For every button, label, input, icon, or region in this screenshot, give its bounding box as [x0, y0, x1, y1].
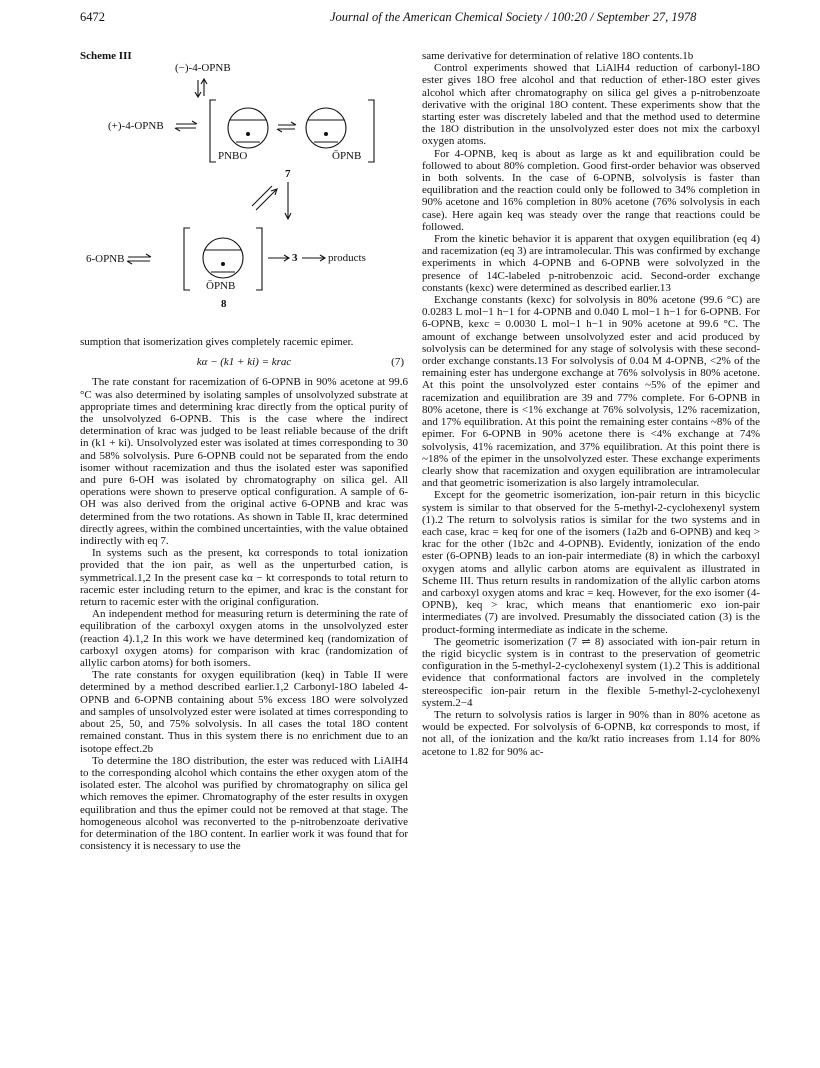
paragraph: To determine the 18O distribution, the ester was reduced with LiAlH4 to the corresponding alcohol which contains the ether oxygen atom of the isolated ester. The alcohol was purified by chromatography on silica gel which removes the epimer. Chromatography of the ester results in oxygen equilibration and thus the epimer could not be removed at that stage. The homogeneous alcohol was reconverted to the p-nitrobenzoate derivative for determination of the 18O content. In earlier work it was found that for consistency it is necessary to use the: [80, 754, 408, 853]
scheme-title: Scheme III: [80, 50, 132, 62]
paragraph: The geometric isomerization (7 ⇌ 8) associated with ion-pair return in the rigid bicyclic system is in contrast to the preservation of geometric configuration in the 5-methyl-2-cyclohexenyl system (1).2 This is additional evidence that conformational factors are involved in the completely stereospecific ion-pair return in the flexible 5-methyl-2-cyclohexenyl system.2−4: [422, 635, 760, 709]
journal-citation: Journal of the American Chemical Society / 100:20 / September 27, 1978: [330, 10, 697, 24]
scheme-iii: [80, 50, 410, 320]
scheme-label-plus-4opnb: (+)-4-OPNB: [108, 120, 164, 132]
paragraph: From the kinetic behavior it is apparent that oxygen equilibration (eq 4) and racemization (eq 3) are intramolecular. This was confirmed by exchange experiments in which 4-OPNB and 6-OPNB were solvolyzed in the presence of 14C-labeled p-nitrobenzoic acid. Second-order exchange constants (kexc) were determined as described earlier.13: [422, 233, 760, 294]
paragraph: Except for the geometric isomerization, ion-pair return in this bicyclic system is similar to that observed for the 5-methyl-2-cyclohexenyl system (1).2 The return to solvolysis ratios is similar for the two systems and in each case, krac = keq for one of the isomers (1a2b and 6-OPNB) and keq > krac for the other (1b2c and 4-OPNB). Evidently, ionization of the endo ester (6-OPNB) leads to an ion-pair intermediate (8) in which the carboxyl oxygen atoms and allylic carbon atoms are equivalent as illustrated in Scheme III. Thus return results in randomization of the allylic carbon atoms and carboxyl oxygen atoms and krac = keq. However, for the exo isomer (4-OPNB), keq > krac, which means that enantiomeric exo ion-pair intermediates (7) are involved. Presumably the dissociated cation (3) is the product-forming intermediate as indicate in the scheme.: [422, 489, 760, 636]
products-label: products: [328, 252, 366, 264]
compound-3-label: 3: [292, 252, 298, 264]
paragraph: An independent method for measuring return is determining the rate of equilibration of the carboxyl oxygen atoms in the unsolvolyzed ester (reaction 4).1,2 In this work we have determined keq (randomization of carboxyl oxygen atoms) for comparison with krac (randomization of allylic carbon atoms) for both isomers.: [80, 608, 408, 670]
scheme-label-pnbo: PNBO: [218, 150, 248, 162]
compound-8-label: 8: [221, 298, 227, 310]
paragraph: Exchange constants (kexc) for solvolysis in 80% acetone (99.6 °C) are 0.0283 L mol−1 h−1 for 4-OPNB and 0.040 L mol−1 h−1 for 6-OPNB. For 6-OPNB, kexc = 0.0030 L mol−1 h−1 in 90% acetone at 99.6 °C. The amount of exchange between unsolvolyzed ester and acid produced by solvolysis can be determined for any stage of solvolysis with these second-order exchange constants.13 For solvolysis of 0.04 M 4-OPNB, <2% of the remaining ester has undergone exchange at 76% solvolysis in 80% acetone. At this point the unsolvolyzed ester contains ~5% of the epimer and racemization and equilibration are 39 and 77% complete. For 6-OPNB in 80% acetone, there is <1% exchange at 76% solvolysis, 12% racemization, and 17% equilibration. At this point the remaining ester contains ~8% of the epimer. For 6-OPNB in 90% acetone there is <4% exchange at 74% solvolysis, 41% racemization, and 37% equilibration. At this point there is ~18% of the epimer in the unsolvolyzed ester. These exchange experiments clearly show that racemization and oxygen equilibration are intramolecular and that geometric isomerization is also largely intramolecular.: [422, 294, 760, 490]
paragraph: In systems such as the present, kα corresponds to total ionization provided that the ion pair, as well as the unperturbed cation, is symmetrical.1,2 In the present case kα − kt corresponds to total return to racemic ester including return to the epimer, and krac is the constant for return to racemic ester with the original configuration.: [80, 547, 408, 609]
paragraph: The rate constants for oxygen equilibration (keq) in Table II were determined by a method described earlier.1,2 Carbonyl-18O labeled 4-OPNB and 6-OPNB containing about 5% excess 18O were solvolyzed and samples of unsolvolyzed ester were isolated at times corresponding to about 25, 50, and 75% solvolysis. In all cases the total 18O content remained constant. Thus in this system there is no enrichment due to an isotope effect.2b: [80, 669, 408, 755]
equation-7-text: kα − (k1 + ki) = krac: [196, 356, 292, 369]
equation-7: [80, 356, 408, 368]
equation-7-number: (7): [391, 356, 404, 369]
right-column: [422, 50, 760, 758]
scheme-drawing: [80, 50, 410, 320]
scheme-label-opnb-2: ŌPNB: [206, 280, 236, 292]
scheme-label-minus-4opnb: (−)-4-OPNB: [175, 62, 231, 74]
paragraph: The rate constant for racemization of 6-OPNB in 90% acetone at 99.6 °C was also determined by isolating samples of unsolvolyzed substrate at appropriate times and determining krac directly from the optical purity of the unsolvolyzed 6-OPNB. This is the case where the indirect determination of krac was judged to be least reliable because of the drift in (k1 + ki). Unsolvolyzed ester was isolated at times corresponding to 30 and 58% solvolysis. Pure 6-OPNB could not be separated from the endo isomer without racemization and thus the isolated ester was saponified and pure 6-OH was isolated by chromatography on silica gel. All operations were shown to preserve optical configuration. A sample of 6-OH was also derived from the original active 6-OPNB and krac was determined from the two rotations. As shown in Table II, krac determined directly agrees, within the combined uncertainties, with the value obtained indirectly with eq 7.: [80, 376, 408, 548]
scheme-label-opnb-1: ŌPNB: [332, 150, 362, 162]
paragraph: sumption that isomerization gives completely racemic epimer.: [80, 336, 354, 348]
page-number: 6472: [80, 10, 105, 24]
paragraph: For 4-OPNB, keq is about as large as kt and equilibration could be followed to about 80% completion. Good first-order behavior was observed in both solvents. In the case of 6-OPNB, solvolysis is faster than equilibration and the reaction could only be followed to 34% completion in 90% acetone and 16% completion in 80% acetone (76% solvolysis in each case). Here again keq was steady over the range that reactions could be followed.: [422, 147, 760, 233]
compound-7-label: 7: [285, 168, 291, 180]
scheme-label-6opnb: 6-OPNB: [86, 253, 125, 265]
paragraph: The return to solvolysis ratios is larger in 90% than in 80% acetone as would be expected. For solvolysis of 6-OPNB, kα corresponds to most, if not all, of the ionization and the kα/kt ratio increases from 1.14 for 80% acetone to 1.82 for 90% ac-: [422, 708, 760, 758]
paragraph: same derivative for determination of relative 18O contents.1b: [422, 50, 694, 62]
left-column: [80, 336, 408, 852]
paragraph: Control experiments showed that LiAlH4 reduction of carbonyl-18O ester gives 18O free alcohol and that reduction of ether-18O ester gives alcohol which after chromatography on silica gel gives a p-nitrobenzoate derivative with the original 18O content. These experiments show that the starting ester was discretely labeled and that the method used to determine the 18O distribution in the unsolvolyzed ester does not mix the carboxyl oxygen atoms.: [422, 62, 760, 148]
page-header: [80, 10, 770, 26]
